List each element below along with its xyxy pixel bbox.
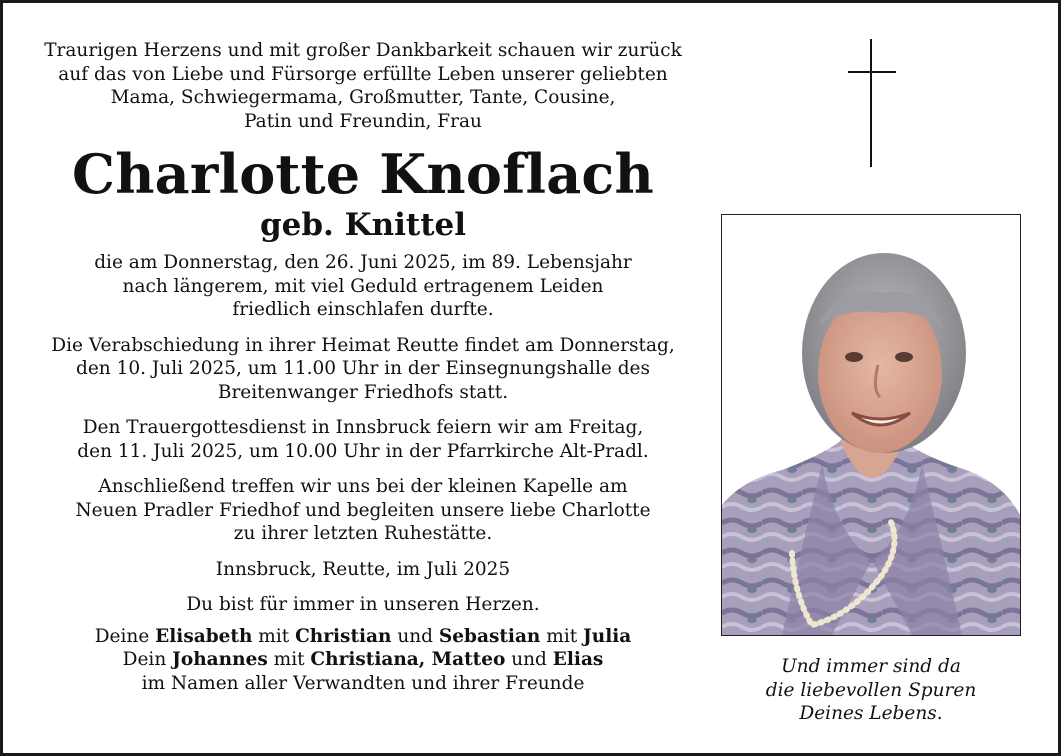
- family-line-3: im Namen aller Verwandten und ihrer Freunde: [141, 672, 585, 694]
- family-line-1: [33, 625, 693, 649]
- latin-cross-icon: [848, 39, 896, 167]
- burial-line: Anschließend treffen wir uns bei der kleinen Kapelle am: [98, 476, 628, 497]
- family-text: Deine: [94, 625, 156, 647]
- farewell-line: Die Verabschiedung in ihrer Heimat Reutte findet am Donnerstag,: [51, 334, 675, 356]
- mass-paragraph: [33, 416, 693, 463]
- portrait-illustration: [722, 215, 1020, 635]
- obituary-text: [33, 39, 693, 695]
- death-line: friedlich einschlafen durfte.: [232, 299, 494, 320]
- death-line: nach längerem, mit viel Geduld ertragenem Leiden: [122, 275, 604, 297]
- farewell-paragraph: [33, 334, 693, 405]
- motto: Du bist für immer in unseren Herzen.: [186, 594, 540, 615]
- quote-line: die liebevollen Spuren: [765, 679, 977, 701]
- intro-line: Patin und Freundin, Frau: [244, 110, 482, 132]
- family-text: mit: [267, 649, 311, 670]
- family-signatures: [33, 625, 693, 696]
- intro-line: Mama, Schwiegermama, Großmutter, Tante, Cousine,: [110, 87, 616, 108]
- cross-vertical-bar: [870, 39, 872, 167]
- face: [818, 293, 942, 453]
- family-member: Christiana, Matteo: [310, 649, 506, 670]
- farewell-line: Breitenwanger Friedhofs statt.: [217, 381, 509, 403]
- burial-paragraph: [33, 475, 693, 546]
- family-line-2: [33, 648, 693, 672]
- intro-line: auf das von Liebe und Fürsorge erfüllte Leben unserer geliebten: [58, 63, 668, 85]
- family-text: mit: [540, 625, 584, 647]
- quote-line: Und immer sind da: [781, 656, 961, 677]
- death-line: die am Donnerstag, den 26. Juni 2025, im 89. Lebensjahr: [94, 252, 632, 273]
- maiden-name: geb. Knittel: [259, 207, 467, 243]
- family-member: Elias: [552, 649, 604, 670]
- farewell-line: den 10. Juli 2025, um 11.00 Uhr in der Einsegnungshalle des: [75, 358, 650, 379]
- intro-paragraph: [33, 39, 693, 133]
- left-eye: [845, 352, 863, 362]
- family-member: Johannes: [172, 649, 268, 670]
- place-date: Innsbruck, Reutte, im Juli 2025: [215, 558, 511, 580]
- deceased-name: Charlotte Knoflach: [72, 142, 654, 206]
- intro-line: Traurigen Herzens und mit großer Dankbarkeit schauen wir zurück: [44, 40, 682, 61]
- death-paragraph: [33, 251, 693, 322]
- family-text: Dein: [122, 649, 173, 670]
- family-text: mit: [252, 625, 296, 647]
- cross-horizontal-bar: [848, 71, 896, 73]
- mass-line: den 11. Juli 2025, um 10.00 Uhr in der Pfarrkirche Alt-Pradl.: [77, 440, 649, 462]
- quote-line: Deines Lebens.: [799, 703, 943, 724]
- family-text: und: [391, 625, 439, 647]
- burial-line: Neuen Pradler Friedhof und begleiten unsere liebe Charlotte: [75, 499, 651, 521]
- family-member: Sebastian: [438, 625, 541, 647]
- family-member: Julia: [583, 625, 632, 647]
- portrait-photo: [721, 214, 1021, 636]
- burial-line: zu ihrer letzten Ruhestätte.: [233, 523, 493, 544]
- memorial-quote: [721, 655, 1021, 726]
- mass-line: Den Trauergottesdienst in Innsbruck feiern wir am Freitag,: [82, 417, 644, 438]
- family-member: Elisabeth: [155, 625, 253, 647]
- family-member: Christian: [295, 625, 392, 647]
- right-eye: [895, 352, 913, 362]
- family-text: und: [505, 649, 553, 670]
